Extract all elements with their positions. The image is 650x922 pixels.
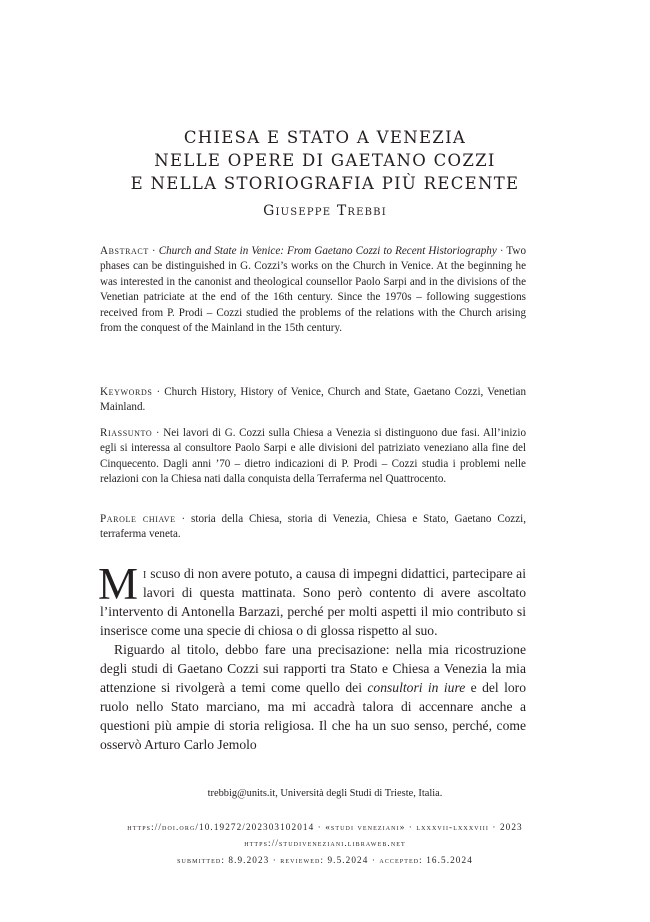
parole-chiave-section xyxy=(100,512,526,543)
title-line-2: NELLE OPERE DI GAETANO COZZI xyxy=(154,151,496,170)
abstract-separator: · xyxy=(148,245,159,257)
paragraph-lead: i xyxy=(143,566,147,581)
keywords-section xyxy=(100,385,526,416)
keywords-label: Keywords xyxy=(100,386,153,398)
article-title xyxy=(100,126,550,195)
title-line-1: CHIESA E STATO A VENEZIA xyxy=(183,128,467,147)
paragraph-2-text-b: e del loro ruolo nello Stato marciano, ma mi accadrà talora di accennare anche a questioni più ampie di storia religiosa. Il che ha un suo senso, perché, come osservò Arturo Carlo Jemolo xyxy=(100,680,526,752)
parole-chiave-text: · storia della Chiesa, storia di Venezia, Chiesa e Stato, Gaetano Cozzi, terraferma veneta. xyxy=(100,513,526,541)
riassunto-section xyxy=(100,426,526,488)
title-line-3: E NELLA STORIOGRAFIA PIÙ RECENTE xyxy=(130,174,520,193)
website-line: https://studiveneziani.libraweb.net xyxy=(244,838,406,848)
submission-dates-line: submitted: 8.9.2023 · reviewed: 9.5.2024 · accepted: 16.5.2024 xyxy=(177,855,473,865)
abstract-text: · Two phases can be distinguished in G. Cozzi’s works on the Church in Venice. At the beginning he was interested in the canonist and theological counsellor Paolo Sarpi and in the divisions of the Venetian patriciate at the end of the 16th century. Since the 1970s – following suggestions received from P. Prodi – Cozzi studied the problems of the relations with the Church arising from the conquest of the Mainland in the 15th century. xyxy=(100,245,526,335)
paragraph-1 xyxy=(98,559,526,640)
riassunto-label: Riassunto xyxy=(100,427,153,439)
doi-line: https://doi.org/10.19272/202303102014 · «studi veneziani» · lxxxvii-lxxxviii · 2023 xyxy=(127,822,523,832)
paragraph-1-text: scuso di non avere potuto, a causa di impegni didattici, partecipare ai lavori di questa mattinata. Sono però contento di avere ascoltato l’intervento di Antonella Barzazi, perché per molti aspetti il mio contributo si inserisce come una specie di chiosa o di glossa rispetto al suo. xyxy=(100,566,526,638)
paragraph-2-text-a: Riguardo al titolo, debbo fare una precisazione: nella mia ricostruzione degli studi di Gaetano Cozzi sui rapporti tra Stato e Chiesa a Venezia la mia attenzione si rivolgerà a temi come quello dei xyxy=(100,642,526,695)
author-name: Giuseppe Trebbi xyxy=(263,203,387,219)
drop-cap: M xyxy=(98,559,139,609)
abstract-label: Abstract xyxy=(100,245,149,257)
keywords-text: · Church History, History of Venice, Church and State, Gaetano Cozzi, Venetian Mainland. xyxy=(100,386,526,414)
paragraph-2-italic: consultori in iure xyxy=(367,680,466,695)
riassunto-text: · Nei lavori di G. Cozzi sulla Chiesa a Venezia si distinguono due fasi. All’inizio egli si interessa al consultore Paolo Sarpi e alle divisioni del patriziato veneziano alla fine del Cinquecento. Dagli anni ’70 – dietro indicazioni di P. Prodi – Cozzi studia i problemi nelle relazioni con la Chiesa nati dalla conquista della Terraferma nel Quattrocento. xyxy=(100,427,526,486)
author-affiliation-footnote: trebbig@units.it, Università degli Studi di Trieste, Italia. xyxy=(207,788,443,799)
parole-chiave-label: Parole chiave xyxy=(100,513,176,525)
body-text xyxy=(98,559,526,754)
abstract-section xyxy=(100,244,526,336)
abstract-title: Church and State in Venice: From Gaetano Cozzi to Recent Historiography xyxy=(158,245,497,257)
paragraph-2 xyxy=(100,640,526,754)
